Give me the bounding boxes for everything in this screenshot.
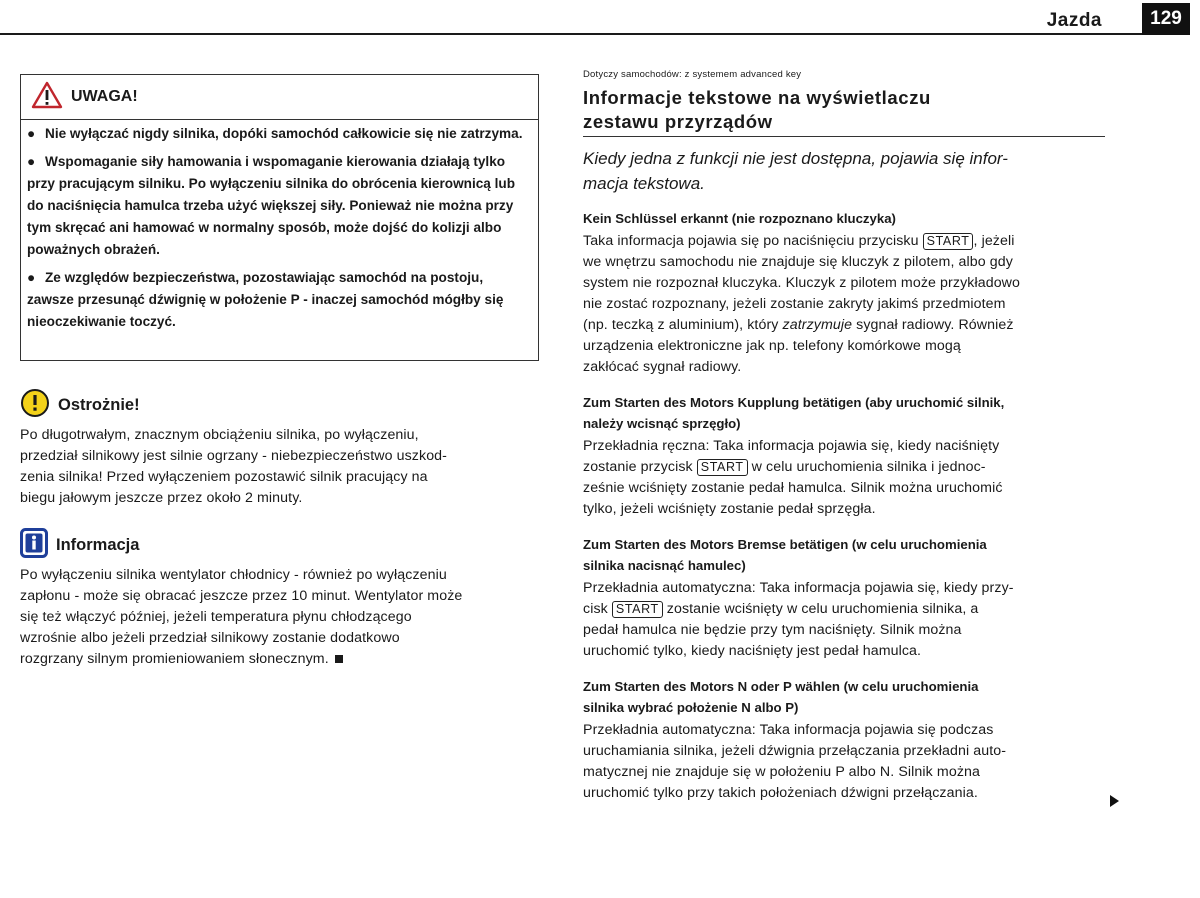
text-line: przedział silnikowy jest silnie ogrzany - niebezpieczeństwo uszkod-	[20, 448, 447, 464]
text-line: zakłócać sygnał radiowy.	[583, 359, 742, 375]
warning-item	[27, 123, 532, 145]
text-line-content: rozgrzany silnym promieniowaniem słonecznym.	[20, 651, 329, 667]
info-header	[20, 528, 540, 563]
text-run: w celu uruchomienia silnika i jednoc-	[751, 459, 986, 475]
text-line: nie zostać rozpoznany, jeżeli zostanie zakryty jakimś przedmiotem	[583, 296, 1006, 312]
text-line	[20, 649, 540, 670]
chapter-title: Jazda	[1046, 10, 1102, 31]
warning-title: UWAGA!	[71, 88, 138, 105]
text-line	[583, 599, 1105, 620]
caution-text	[20, 425, 540, 509]
warning-item	[27, 267, 532, 333]
warning-body	[21, 120, 538, 333]
bullet-icon: ●	[27, 154, 36, 169]
warning-triangle-icon	[31, 81, 63, 114]
heading-line: silnika nacisnąć hamulec)	[583, 558, 746, 573]
subsection-heading	[583, 676, 1105, 718]
header-rule	[0, 33, 1148, 35]
text-line	[583, 315, 1105, 336]
bullet-icon: ●	[27, 126, 36, 141]
text-line: uruchamiania silnika, jeżeli dźwignia przełączania przekładni auto-	[583, 743, 1007, 759]
text-line: we wnętrzu samochodu nie znajduje się kluczyk z pilotem, albo gdy	[583, 254, 1013, 270]
text-line: uruchomić tylko, kiedy naciśnięty jest pedał hamulca.	[583, 643, 922, 659]
text-line: tylko, jeżeli wciśnięty zostanie pedał sprzęgła.	[583, 501, 876, 517]
caution-header	[20, 388, 540, 423]
page-number: 129	[1142, 3, 1190, 35]
intro-line: Kiedy jedna z funkcji nie jest dostępna, pojawia się infor-	[583, 149, 1008, 168]
text-line: Przekładnia automatyczna: Taka informacja pojawia się, kiedy przy-	[583, 580, 1014, 596]
subsection-text	[583, 231, 1105, 378]
continue-arrow-icon	[1110, 795, 1119, 807]
text-line: uruchomić tylko przy takich położeniach dźwigni przełączania.	[583, 785, 978, 801]
text-line: matycznej nie znajduje się w położeniu P albo N. Silnik można	[583, 764, 980, 780]
text-run: , jeżeli	[973, 233, 1015, 249]
info-text	[20, 565, 540, 670]
subsection-heading	[583, 534, 1105, 576]
info-icon	[20, 528, 48, 563]
subsection-text	[583, 720, 1105, 804]
title-line: Informacje tekstowe na wyświetlaczu	[583, 87, 931, 108]
section-title	[583, 86, 1105, 137]
warning-item	[27, 151, 532, 261]
title-line: zestawu przyrządów	[583, 111, 773, 132]
text-line: zapłonu - może się obracać jeszcze przez 10 minut. Wentylator może	[20, 588, 463, 604]
text-line: wzrośnie albo jeżeli przedział silnikowy zostanie dodatkowo	[20, 630, 400, 646]
text-line: system nie rozpoznał kluczyka. Kluczyk z pilotem może przykładowo	[583, 275, 1021, 291]
text-line: urządzenia elektroniczne jak np. telefony komórkowe mogą	[583, 338, 961, 354]
warning-header	[21, 75, 538, 120]
subsection-text	[583, 436, 1105, 520]
end-of-section-icon	[335, 655, 343, 663]
text-line: Przekładnia automatyczna: Taka informacja pojawia się podczas	[583, 722, 994, 738]
heading-line: Zum Starten des Motors N oder P wählen (w celu uruchomienia	[583, 679, 979, 694]
right-column	[583, 69, 1105, 804]
text-line: Przekładnia ręczna: Taka informacja pojawia się, kiedy naciśnięty	[583, 438, 1000, 454]
intro-text	[583, 146, 1105, 196]
text-run: (np. teczką z aluminium), który	[583, 317, 779, 333]
text-line: się też włączyć później, jeżeli temperatura płynu chłodzącego	[20, 609, 412, 625]
heading-line: silnika wybrać położenie N albo P)	[583, 700, 799, 715]
text-run: cisk	[583, 601, 608, 617]
text-line	[583, 457, 1105, 478]
subsection-heading	[583, 392, 1105, 434]
start-key-icon: START	[697, 459, 748, 476]
text-line: zenia silnika! Przed wyłączeniem pozostawić silnik pracujący na	[20, 469, 428, 485]
text-line: pedał hamulca nie będzie przy tym naciśnięty. Silnik można	[583, 622, 962, 638]
heading-line: należy wcisnąć sprzęgło)	[583, 416, 741, 431]
text-line: ześnie wciśnięty zostanie pedał hamulca. Silnik można uruchomić	[583, 480, 1003, 496]
start-key-icon: START	[923, 233, 974, 250]
caution-icon	[20, 388, 50, 423]
info-section	[20, 528, 540, 670]
caution-section	[20, 388, 540, 509]
text-line: biegu jałowym jeszcze przez około 2 minuty.	[20, 490, 303, 506]
warning-item-text: Wspomaganie siły hamowania i wspomaganie kierowania działają tylko przy pracującym silniku. Po wyłączeniu silnika do obrócenia kierownicą lub do naciśnięcia hamulca trzeba użyć większej siły. Ponieważ nie można przy tym skręcać ani hamować w normalny sposób, może dojść do kolizji albo poważnych obrażeń.	[27, 154, 516, 257]
heading-line: Zum Starten des Motors Bremse betätigen (w celu uruchomienia	[583, 537, 987, 552]
warning-item-text: Ze względów bezpieczeństwa, pozostawiając samochód na postoju, zawsze przesunąć dźwignię w położenie P - inaczej samochód mógłby się nieoczekiwanie toczyć.	[27, 270, 504, 329]
intro-line: macja tekstowa.	[583, 174, 705, 193]
subsection-text	[583, 578, 1105, 662]
text-line: Po długotrwałym, znacznym obciążeniu silnika, po wyłączeniu,	[20, 427, 419, 443]
bullet-icon: ●	[27, 270, 36, 285]
start-key-icon: START	[612, 601, 663, 618]
emphasis-text: zatrzymuje	[782, 317, 853, 333]
subsection-heading: Kein Schlüssel erkannt (nie rozpoznano kluczyka)	[583, 211, 896, 226]
info-title: Informacja	[56, 536, 140, 554]
text-line: Po wyłączeniu silnika wentylator chłodnicy - również po wyłączeniu	[20, 567, 447, 583]
text-run: Taka informacja pojawia się po naciśnięciu przycisku	[583, 233, 919, 249]
warning-item-text: Nie wyłączać nigdy silnika, dopóki samochód całkowicie się nie zatrzyma.	[45, 126, 523, 141]
text-line	[583, 231, 1105, 252]
text-run: zostanie przycisk	[583, 459, 693, 475]
applies-to-note: Dotyczy samochodów: z systemem advanced key	[583, 69, 802, 80]
text-run: sygnał radiowy. Również	[856, 317, 1014, 333]
caution-title: Ostrożnie!	[58, 396, 140, 414]
warning-box	[20, 74, 539, 361]
text-run: zostanie wciśnięty w celu uruchomienia silnika, a	[666, 601, 979, 617]
heading-line: Zum Starten des Motors Kupplung betätigen (aby uruchomić silnik,	[583, 395, 1005, 410]
